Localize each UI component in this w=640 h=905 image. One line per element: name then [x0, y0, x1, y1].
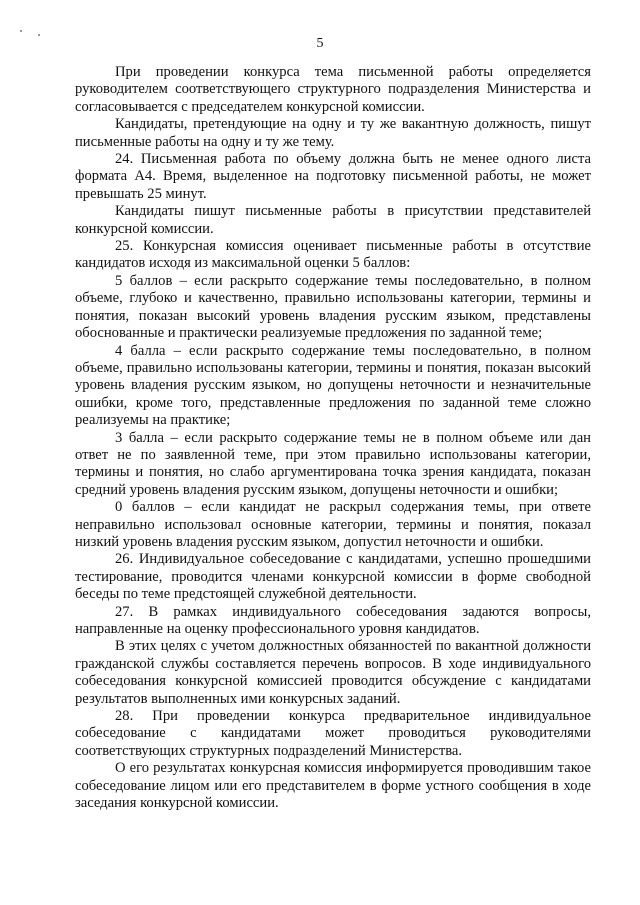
- paragraph-score-0: 0 баллов – если кандидат не раскрыл содержания темы, при ответе неправильно использовал основные категории, термины и понятия, показал низкий уровень владения русским языком, допустил неточности и ошибки.: [75, 499, 591, 550]
- paragraph-topic-definition: При проведении конкурса тема письменной работы определяется руководителем соответствующего структурного подразделения Министерства и согласовывается с председателем конкурсной комиссии.: [75, 64, 591, 115]
- paragraph-27-questions: 27. В рамках индивидуального собеседования задаются вопросы, направленные на оценку профессионального уровня кандидатов.: [75, 603, 591, 637]
- document-body: [75, 64, 591, 812]
- paragraph-score-4: 4 балла – если раскрыто содержание темы последовательно, в полном объеме, правильно использованы категории, термины и понятия, показан высокий уровень владения русским языком, но допущены неточности и незначительные ошибки, кроме того, представленные предложения по заданной теме сложно реализуемы на практике;: [75, 342, 591, 429]
- paragraph-same-topic: Кандидаты, претендующие на одну и ту же вакантную должность, пишут письменные работы на одну и ту же тему.: [75, 116, 591, 150]
- scan-speck: [20, 30, 22, 32]
- paragraph-score-3: 3 балла – если раскрыто содержание темы не в полном объеме или дан ответ не по заявленной теме, при этом правильно использованы категории, термины и понятия, но слабо аргументирована точка зрения кандидата, показан средний уровень владения русским языком, допущены неточности и ошибки;: [75, 429, 591, 498]
- paragraph-28-preliminary: 28. При проведении конкурса предварительное индивидуальное собеседование с кандидатами может проводиться руководителями соответствующих структурных подразделений Министерства.: [75, 708, 591, 759]
- paragraph-24-volume: 24. Письменная работа по объему должна быть не менее одного листа формата А4. Время, выделенное на подготовку письменной работы, не может превышать 25 минут.: [75, 151, 591, 202]
- paragraph-question-list: В этих целях с учетом должностных обязанностей по вакантной должности гражданской службы составляется перечень вопросов. В ходе индивидуального собеседования конкурсной комиссией проводится обсуждение с кандидатами результатов выполненных ими конкурсных заданий.: [75, 638, 591, 707]
- paragraph-presence: Кандидаты пишут письменные работы в присутствии представителей конкурсной комиссии.: [75, 203, 591, 237]
- page-number: 5: [316, 36, 324, 51]
- paragraph-results-report: О его результатах конкурсная комиссия информируется проводившим такое собеседование лицом или его представителем в форме устного сообщения в ходе заседания конкурсной комиссии.: [75, 760, 591, 812]
- paragraph-score-5: 5 баллов – если раскрыто содержание темы последовательно, в полном объеме, глубоко и качественно, правильно использованы категории, термины и понятия, показан высокий уровень владения русским языком, представлены обоснованные и практически реализуемые предложения по заданной теме;: [75, 272, 591, 342]
- paragraph-25-evaluation: 25. Конкурсная комиссия оценивает письменные работы в отсутствие кандидатов исходя из максимальной оценки 5 баллов:: [75, 238, 591, 272]
- paragraph-26-interview: 26. Индивидуальное собеседование с кандидатами, успешно прошедшими тестирование, проводится членами конкурсной комиссии в форме свободной беседы по теме предстоящей служебной деятельности.: [75, 551, 591, 603]
